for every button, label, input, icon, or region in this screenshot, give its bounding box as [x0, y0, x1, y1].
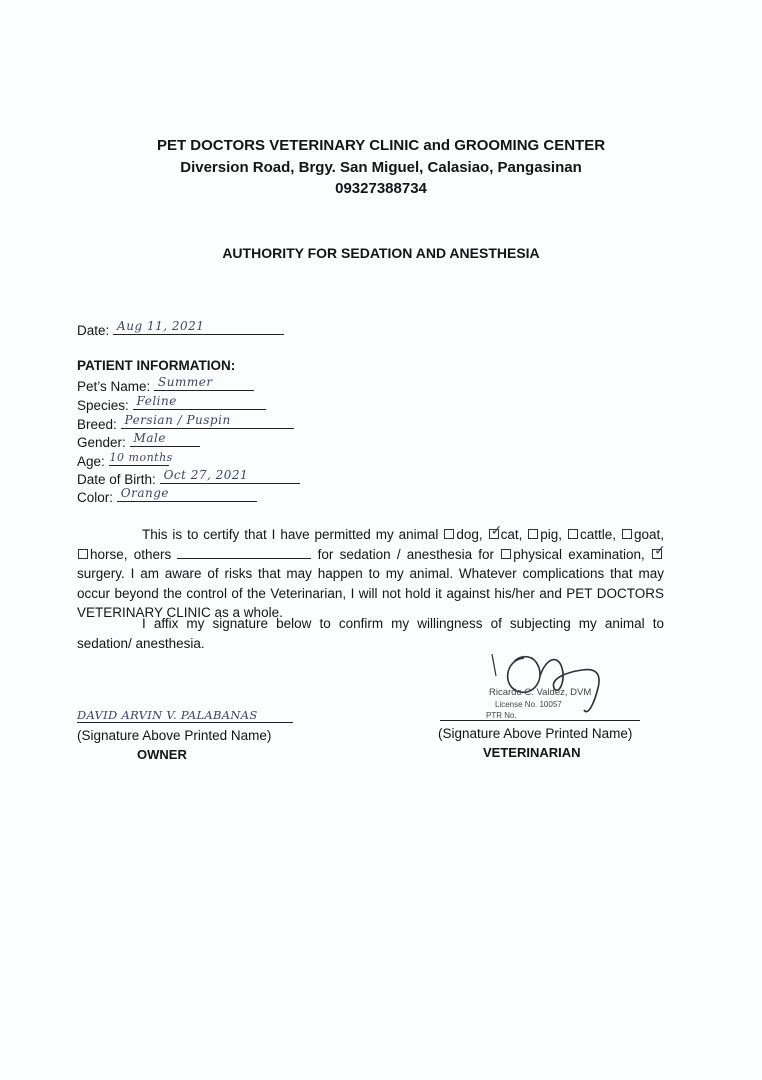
- certification-paragraph: [77, 525, 664, 623]
- patient-info-heading: PATIENT INFORMATION:: [77, 358, 236, 373]
- breed-row: [77, 415, 294, 432]
- owner-role: OWNER: [137, 747, 187, 762]
- dob-row: [77, 470, 300, 487]
- surgery-checkbox-checked: [652, 549, 662, 559]
- date-row: [77, 321, 284, 338]
- dob-field: [160, 470, 300, 484]
- pet-name-field: [154, 377, 254, 391]
- surgery-option: surgery.: [77, 566, 125, 581]
- pet-name-value: Summer: [158, 375, 213, 389]
- date-label: Date:: [77, 323, 110, 338]
- pet-name-row: [77, 377, 254, 394]
- risk-statement: I am aware of risks that may happen to my animal. Whatever complications that may occur beyond the control of the Veterinarian, I will not hold it against his/her and PET DOCTORS VETERINARY CLINIC as a whole.: [77, 566, 664, 620]
- vet-stamp-license: License No. 10057: [495, 700, 562, 709]
- goat-option: goat,: [633, 527, 664, 542]
- cattle-option: cattle,: [580, 527, 617, 542]
- vet-signature-line: [440, 720, 640, 721]
- species-value: Feline: [136, 394, 177, 408]
- gender-row: [77, 433, 200, 450]
- gender-field: [130, 433, 200, 447]
- age-row: [77, 451, 173, 469]
- vet-stamp-name: Ricardo C. Valdez, DVM: [489, 687, 592, 698]
- species-field: [133, 396, 266, 410]
- for-text: for sedation / anesthesia for: [317, 546, 495, 562]
- color-field: [117, 488, 257, 502]
- gender-label: Gender:: [77, 435, 126, 450]
- affix-paragraph: I affix my signature below to confirm my willingness of subjecting my animal to sedation/ anesthesia.: [77, 616, 664, 651]
- clinic-address: Diversion Road, Brgy. San Miguel, Calasiao, Pangasinan: [180, 159, 582, 176]
- color-label: Color:: [77, 490, 114, 505]
- vet-stamp-ptr: PTR No.: [486, 711, 517, 720]
- dob-label: Date of Birth:: [77, 472, 156, 487]
- dob-value: Oct 27, 2021: [163, 468, 249, 482]
- breed-field: [121, 415, 294, 429]
- pig-option: pig,: [540, 527, 563, 542]
- age-label: Age:: [77, 454, 105, 469]
- breed-label: Breed:: [77, 417, 117, 432]
- clinic-phone: 09327388734: [335, 180, 427, 197]
- species-row: [77, 396, 266, 413]
- gender-value: Male: [133, 431, 166, 445]
- clinic-name: PET DOCTORS VETERINARY CLINIC and GROOMING CENTER: [156, 137, 606, 154]
- horse-others-option: horse, others: [90, 546, 172, 562]
- horse-checkbox: [78, 549, 88, 559]
- color-row: [77, 488, 257, 505]
- owner-handwritten-name: DAVID ARVIN V. PALABANAS: [77, 708, 258, 722]
- species-label: Species:: [77, 398, 129, 413]
- owner-caption: (Signature Above Printed Name): [77, 728, 272, 743]
- physical-exam-option: physical examination,: [513, 546, 645, 562]
- others-blank-line: [177, 546, 311, 559]
- date-value: Aug 11, 2021: [117, 319, 205, 333]
- date-field: [113, 321, 284, 335]
- vet-role: VETERINARIAN: [483, 745, 581, 760]
- goat-checkbox: [622, 529, 632, 539]
- owner-signature-line: [77, 709, 293, 723]
- document-title: AUTHORITY FOR SEDATION AND ANESTHESIA: [222, 245, 540, 261]
- age-value: 10 months: [109, 451, 173, 464]
- pig-checkbox: [528, 529, 538, 539]
- dog-option: dog,: [456, 527, 483, 542]
- cert-intro: This is to certify that I have permitted my animal: [142, 527, 439, 542]
- cattle-checkbox: [568, 529, 578, 539]
- dog-checkbox: [444, 529, 454, 539]
- vet-caption: (Signature Above Printed Name): [438, 726, 633, 741]
- color-value: Orange: [120, 486, 170, 500]
- cat-checkbox-checked: [489, 529, 499, 539]
- age-field: [109, 451, 173, 466]
- breed-value: Persian / Puspin: [124, 413, 231, 427]
- pet-name-label: Pet’s Name:: [77, 379, 151, 394]
- cat-option: cat,: [500, 527, 523, 542]
- physical-exam-checkbox: [501, 549, 511, 559]
